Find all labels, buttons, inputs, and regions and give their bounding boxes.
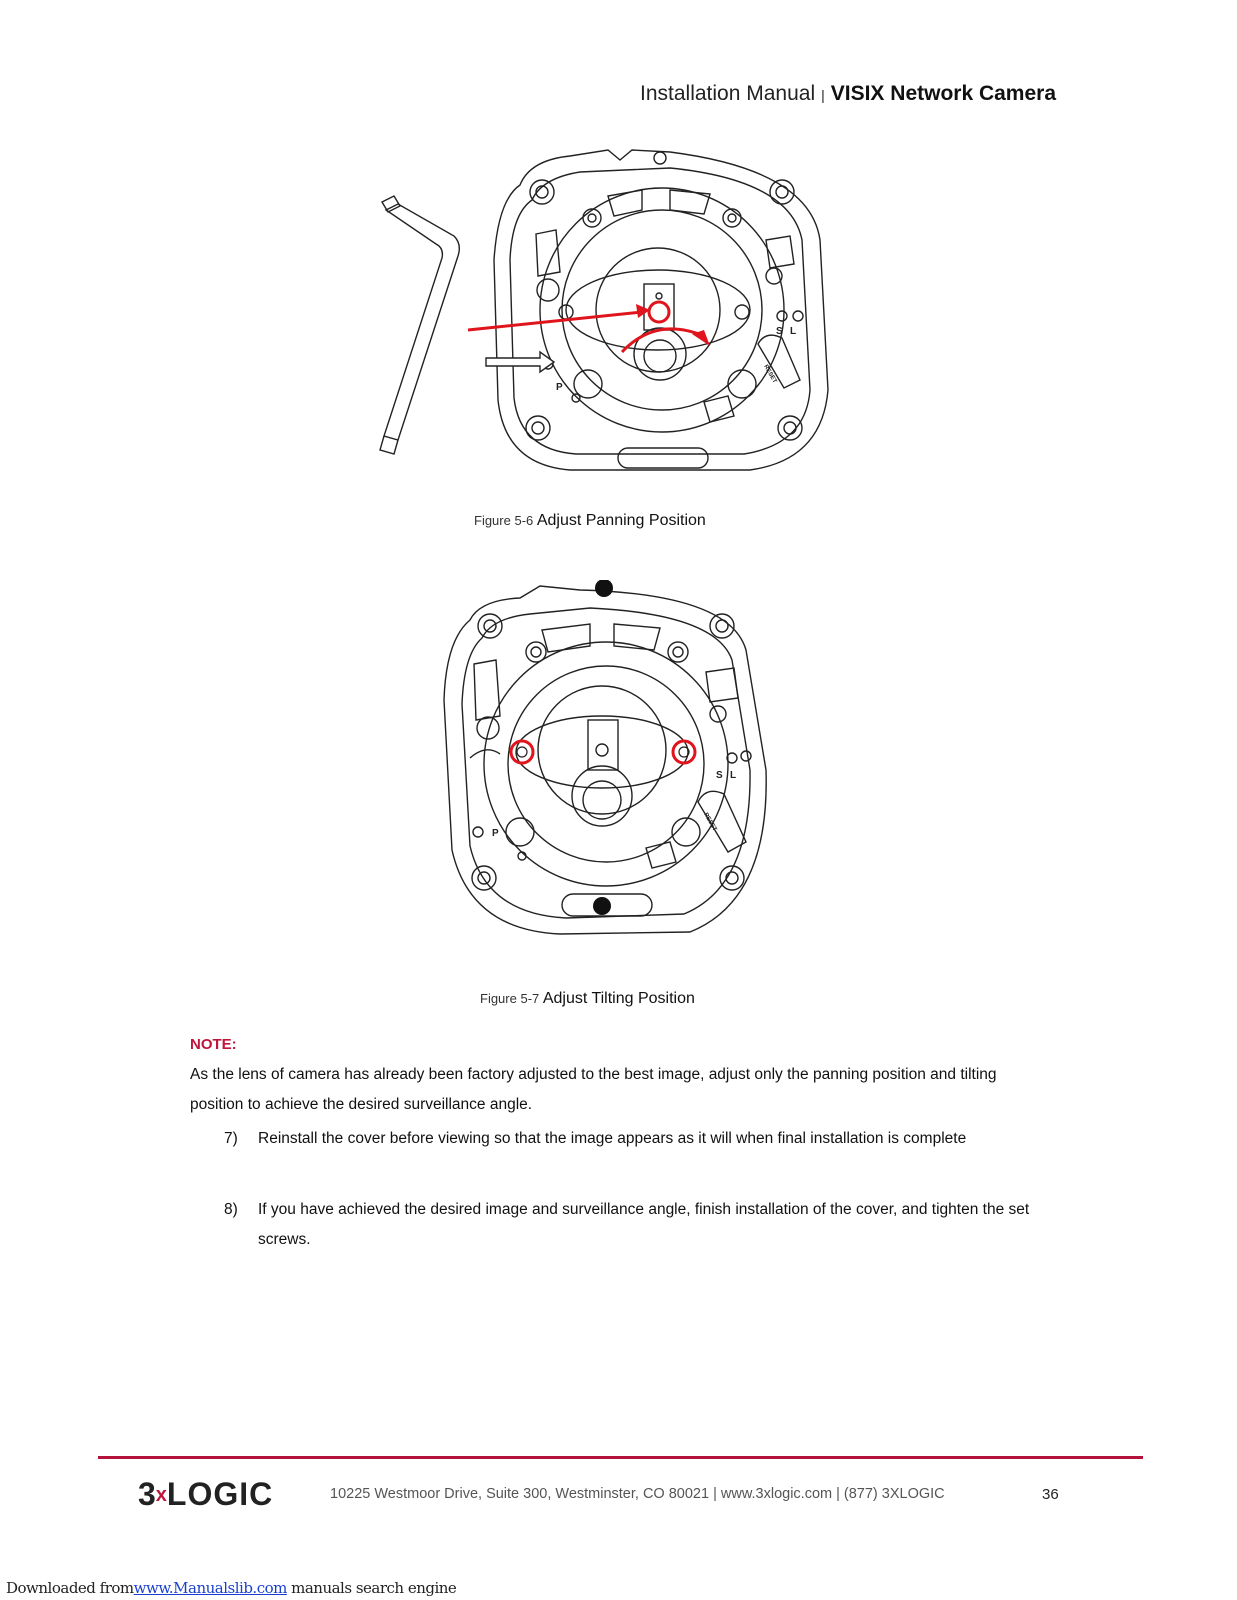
watermark-suffix: manuals search engine: [291, 1579, 457, 1597]
logo-number: 3: [138, 1476, 156, 1512]
step-item: [190, 1195, 1050, 1257]
diagram-label-l: L: [790, 326, 797, 337]
company-logo: [138, 1476, 273, 1513]
diagram-label-l: L: [730, 770, 737, 781]
step-text: Reinstall the cover before viewing so that the image appears as it will when final installation is complete: [258, 1130, 967, 1147]
diagram-label-s: S: [716, 770, 723, 781]
step-text: If you have achieved the desired image and surveillance angle, finish installation of the cover, and tighten the set screws.: [258, 1201, 1030, 1248]
figure-label: Figure 5-6: [474, 513, 534, 528]
logo-word: LOGIC: [166, 1476, 274, 1512]
header-separator: |: [821, 87, 825, 103]
diagram-label-p: P: [492, 828, 499, 839]
figure-panning-diagram: [370, 140, 850, 490]
manualslib-link[interactable]: www.Manualslib.com: [133, 1579, 287, 1597]
download-watermark: [6, 1579, 456, 1597]
figure-5-7-caption: [480, 990, 695, 1008]
figure-label: Figure 5-7: [480, 991, 540, 1006]
header-doc-title: Installation Manual: [640, 82, 816, 105]
footer-address: 10225 Westmoor Drive, Suite 300, Westminster, CO 80021 | www.3xlogic.com | (877) 3XLOGIC: [330, 1486, 945, 1502]
figure-title: Adjust Tilting Position: [542, 990, 695, 1007]
note-label: NOTE:: [190, 1036, 237, 1053]
diagram-label-reset: RESET: [702, 812, 718, 833]
figure-title: Adjust Panning Position: [536, 512, 706, 529]
note-text: As the lens of camera has already been factory adjusted to the best image, adjust only the panning position and tilting position to achieve the desired surveillance angle.: [190, 1066, 997, 1113]
step-number: 7): [224, 1130, 238, 1147]
figure-tilting-diagram: [430, 580, 800, 950]
page-number: 36: [1042, 1486, 1059, 1503]
step-number: 8): [224, 1201, 238, 1218]
diagram-label-p: P: [556, 382, 563, 393]
diagram-label-reset: RESET: [762, 364, 778, 385]
red-annotations: [468, 302, 704, 352]
header-product: VISIX Network Camera: [830, 82, 1057, 105]
page-header: [640, 82, 1056, 106]
footer-rule: [98, 1456, 1143, 1459]
diagram-label-s: S: [776, 326, 783, 337]
hex-key-tool: [380, 196, 459, 454]
figure-5-6-caption: [474, 512, 706, 530]
logo-x: x: [155, 1484, 167, 1506]
watermark-prefix: Downloaded from: [6, 1579, 134, 1597]
step-item: [190, 1124, 1050, 1186]
